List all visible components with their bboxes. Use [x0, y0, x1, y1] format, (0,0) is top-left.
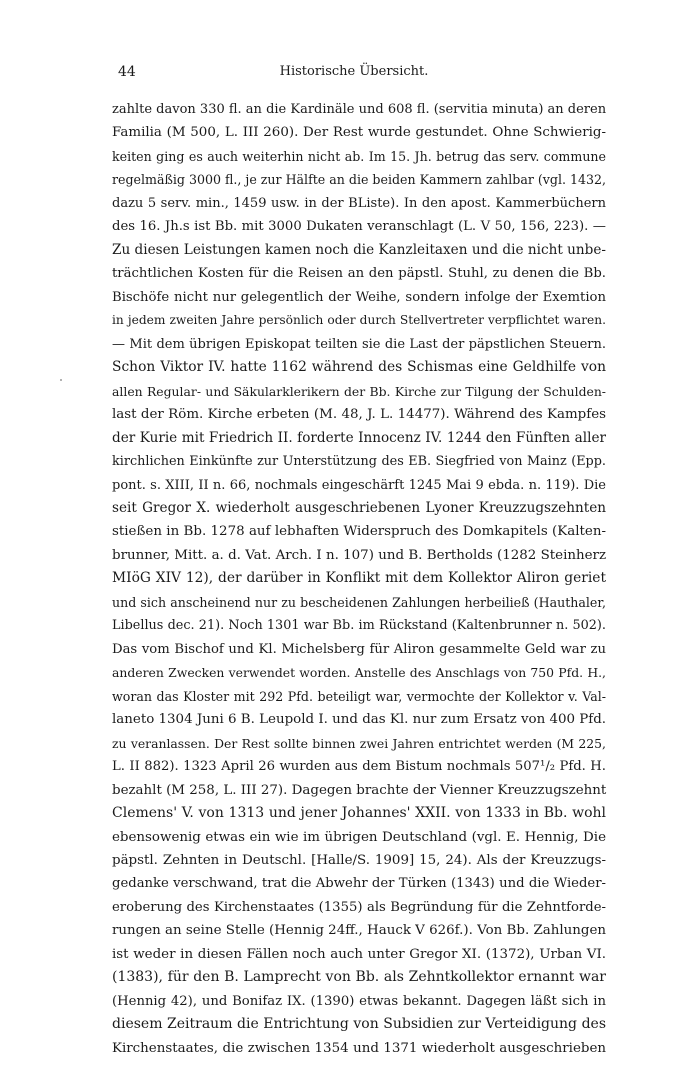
text-line: Kirchenstaates, die zwischen 1354 und 1371 wiederholt ausgeschrieben [112, 1040, 606, 1056]
text-line: der Kurie mit Friedrich II. forderte Innocenz IV. 1244 den Fünften aller [112, 429, 606, 446]
text-line: und sich anscheinend nur zu bescheidenen Zahlungen herbeiließ (Hauthaler, [112, 594, 606, 610]
text-line: gedanke verschwand, trat die Abwehr der Türken (1343) und die Wieder- [112, 876, 606, 892]
text-line: Das vom Bischof und Kl. Michelsberg für Aliron gesammelte Geld war zu [112, 641, 606, 657]
text-line: (Hennig 42), und Bonifaz IX. (1390) etwas bekannt. Dagegen läßt sich in [112, 993, 606, 1009]
text-line: keiten ging es auch weiterhin nicht ab. Im 15. Jh. betrug das serv. commune [112, 148, 606, 164]
text-line: kirchlichen Einkünfte zur Unterstützung des EB. Siegfried von Mainz (Epp. [112, 454, 606, 470]
page-header [112, 64, 596, 86]
text-line: Familia (M 500, L. III 260). Der Rest wurde gestundet. Ohne Schwierig- [112, 125, 606, 141]
text-line: des 16. Jh.s ist Bb. mit 3000 Dukaten veranschlagt (L. V 50, 156, 223). — [112, 219, 606, 235]
page-number: 44 [118, 64, 136, 80]
text-line: Zu diesen Leistungen kamen noch die Kanzleitaxen und die nicht unbe- [112, 241, 606, 258]
text-line: seit Gregor X. wiederholt ausgeschriebenen Lyoner Kreuzzugszehnten [112, 499, 606, 516]
text-line: allen Regular- und Säkularklerikern der Bb. Kirche zur Tilgung der Schulden- [112, 383, 606, 399]
text-line: dazu 5 serv. min., 1459 usw. in der BListe). In den apost. Kammerbüchern [112, 195, 606, 211]
text-line: zu veranlassen. Der Rest sollte binnen zwei Jahren entrichtet werden (M 225, [112, 735, 606, 751]
text-line: L. II 882). 1323 April 26 wurden aus dem Bistum nochmals 507¹/₂ Pfd. H. [112, 759, 606, 775]
text-line: regelmäßig 3000 fl., je zur Hälfte an die beiden Kammern zahlbar (vgl. 1432, [112, 172, 607, 188]
text-line: trächtlichen Kosten für die Reisen an den päpstl. Stuhl, zu denen die Bb. [112, 266, 606, 282]
text-line: (1383), für den B. Lamprecht von Bb. als Zehntkollektor ernannt war [112, 969, 606, 986]
text-line: Schon Viktor IV. hatte 1162 während des Schismas eine Geldhilfe von [112, 359, 606, 376]
text-line: bezahlt (M 258, L. III 27). Dagegen brachte der Vienner Kreuzzugszehnt [112, 782, 607, 798]
text-line: stießen in Bb. 1278 auf lebhaften Widerspruch des Domkapitels (Kalten- [112, 524, 606, 540]
text-line: zahlte davon 330 fl. an die Kardinäle und 608 fl. (servitia minuta) an deren [112, 102, 607, 117]
text-line: woran das Kloster mit 292 Pfd. beteiligt war, vermochte der Kollektor v. Val- [112, 688, 606, 704]
text-line: anderen Zwecken verwendet worden. Anstelle des Anschlags von 750 Pfd. H., [112, 665, 606, 681]
stray-mark [60, 379, 62, 381]
text-line: Libellus dec. 21). Noch 1301 war Bb. im Rückstand (Kaltenbrunner n. 502). [112, 618, 606, 634]
text-line: in jedem zweiten Jahre persönlich oder durch Stellvertreter verpflichtet waren. [112, 313, 606, 328]
text-line: ist weder in diesen Fällen noch auch unter Gregor XI. (1372), Urban VI. [112, 946, 606, 962]
text-line: last der Röm. Kirche erbeten (M. 48, J. L. 14477). Während des Kampfes [112, 407, 606, 423]
text-line: Bischöfe nicht nur gelegentlich der Weihe, sondern infolge der Exemtion [112, 289, 606, 305]
text-line: rungen an seine Stelle (Hennig 24ff., Hauck V 626f.). Von Bb. Zahlungen [112, 923, 607, 939]
text-line: ebensowenig etwas ein wie im übrigen Deutschland (vgl. E. Hennig, Die [112, 829, 606, 845]
text-line: päpstl. Zehnten in Deutschl. [Halle/S. 1909] 15, 24). Als der Kreuzzugs- [112, 853, 606, 868]
text-line: brunner, Mitt. a. d. Vat. Arch. I n. 107) und B. Bertholds (1282 Steinherz [112, 547, 606, 563]
text-line: diesem Zeitraum die Entrichtung von Subsidien zur Verteidigung des [112, 1016, 606, 1033]
text-line: — Mit dem übrigen Episkopat teilten sie die Last der päpstlichen Steuern. [112, 336, 606, 352]
text-line: eroberung des Kirchenstaates (1355) als Begründung für die Zehntforde- [112, 899, 606, 915]
text-line: laneto 1304 Juni 6 B. Leupold I. und das Kl. nur zum Ersatz von 400 Pfd. [112, 712, 607, 728]
body-text [112, 98, 606, 1060]
text-line: Clemens' V. von 1313 und jener Johannes' XXII. von 1333 in Bb. wohl [112, 805, 606, 822]
text-line: MIöG XIV 12), der darüber in Konflikt mit dem Kollektor Aliron geriet [112, 570, 606, 587]
text-line: pont. s. XIII, II n. 66, nochmals eingeschärft 1245 Mai 9 ebda. n. 119). Die [112, 477, 606, 493]
running-head: Historische Übersicht. [279, 64, 429, 79]
